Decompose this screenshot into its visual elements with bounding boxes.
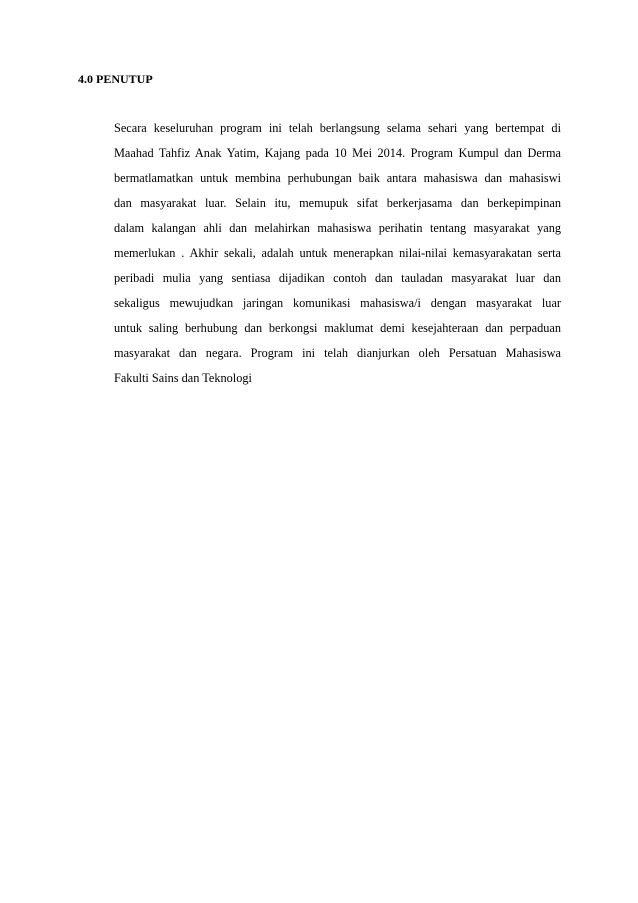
paragraph-line: untuk saling berhubung dan berkongsi maklumat demi kesejahteraan dan perpaduan	[114, 321, 561, 335]
paragraph-line: Maahad Tahfiz Anak Yatim, Kajang pada 10 Mei 2014. Program Kumpul dan Derma	[114, 146, 561, 160]
paragraph-line: peribadi mulia yang sentiasa dijadikan contoh dan tauladan masyarakat luar dan	[114, 271, 561, 285]
section-number: 4.0	[78, 72, 93, 86]
paragraph-line: sekaligus mewujudkan jaringan komunikasi mahasiswa/i dengan masyarakat luar	[114, 296, 561, 310]
conclusion-paragraph	[114, 120, 561, 395]
paragraph-line: masyarakat dan negara. Program ini telah dianjurkan oleh Persatuan Mahasiswa	[114, 346, 561, 360]
paragraph-line: dalam kalangan ahli dan melahirkan mahasiswa perihatin tentang masyarakat yang	[114, 221, 561, 235]
section-heading	[78, 71, 153, 87]
paragraph-line: memerlukan . Akhir sekali, adalah untuk menerapkan nilai-nilai kemasyarakatan serta	[114, 246, 561, 260]
paragraph-line: bermatlamatkan untuk membina perhubungan baik antara mahasiswa dan mahasiswi	[114, 171, 561, 185]
section-title: PENUTUP	[96, 72, 153, 86]
paragraph-line: dan masyarakat luar. Selain itu, memupuk sifat berkerjasama dan berkepimpinan	[114, 196, 561, 210]
paragraph-line: Secara keseluruhan program ini telah berlangsung selama sehari yang bertempat di	[114, 121, 561, 135]
paragraph-line: Fakulti Sains dan Teknologi	[114, 371, 252, 385]
